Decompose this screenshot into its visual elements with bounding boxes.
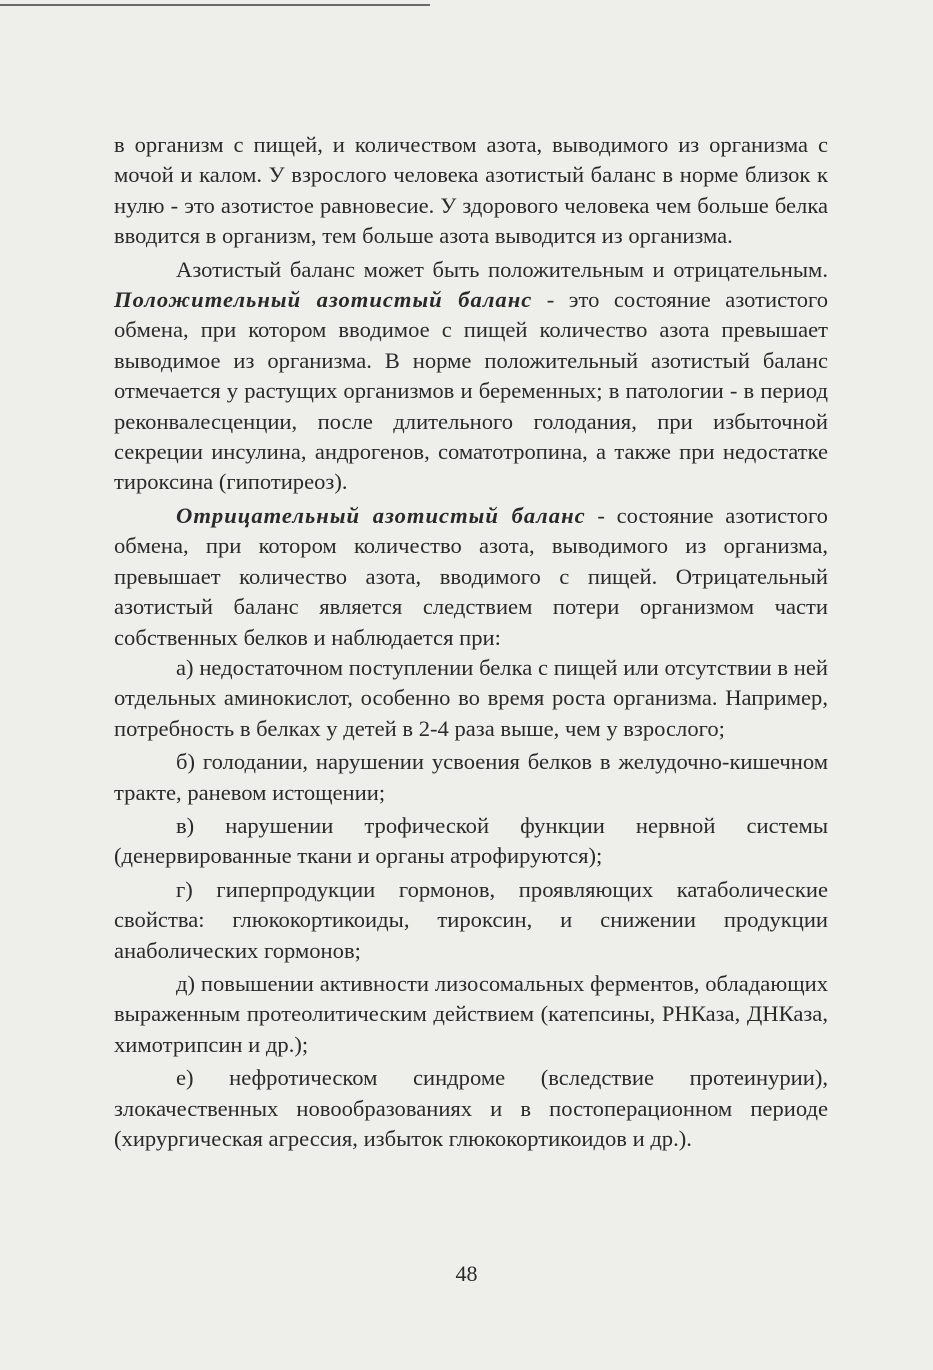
- page-number: 48: [455, 1261, 478, 1286]
- paragraph-positive-balance-lead: Азотистый баланс может быть положительным и отрицательным.: [176, 256, 828, 282]
- paragraph-positive-balance-text: - это состояние азотистого обмена, при котором вводимое с пищей количество азота превышает выводимое из организма. В норме положительный азотистый баланс отмечается у растущих организмов и беременных; в патологии - в период реконвалесценции, после длительного голодания, при избыточной секреции инсулина, андрогенов, соматотропина, а также при недостатке тироксина (гипотиреоз).: [114, 287, 828, 495]
- list-item-f: е) нефротическом синдроме (вследствие протеинурии), злокачественных новообразованиях и в постоперационном периоде (хирургическая агрессия, избыток глюкокортикоидов и др.).: [114, 1065, 828, 1151]
- paragraph-negative-balance: [114, 501, 828, 653]
- list-item-c: в) нарушении трофической функции нервной системы (денервированные ткани и органы атрофируются);: [114, 812, 828, 869]
- list-item-a: а) недостаточном поступлении белка с пищей или отсутствии в ней отдельных аминокислот, особенно во время роста организма. Например, потребность в белках у детей в 2-4 раза выше, чем у взрослого;: [114, 654, 828, 741]
- term-positive-nitrogen-balance: Положительный азотистый баланс: [114, 287, 533, 313]
- paragraph-negative-balance-text: - состояние азотистого обмена, при котором количество азота, выводимого из организма, превышает количество азота, вводимого с пищей. Отрицательный азотистый баланс является следствием потери организмом части собственных белков и наблюдается при:: [114, 502, 828, 650]
- list-item-d: г) гиперпродукции гормонов, проявляющих катаболические свойства: глюкокортикоиды, тироксин, и снижении продукции анаболических гормонов;: [114, 876, 828, 963]
- top-border-line: [0, 4, 430, 6]
- page-body: [114, 130, 828, 1154]
- list-item-e: д) повышении активности лизосомальных ферментов, обладающих выраженным протеолитическим действием (катепсины, РНКаза, ДНКаза, химотрипсин и др.);: [114, 970, 828, 1057]
- paragraph-positive-balance: [114, 255, 828, 498]
- list-item-b: б) голодании, нарушении усвоения белков в желудочно-кишечном тракте, раневом истощении;: [114, 749, 828, 805]
- paragraph-nitrogen-balance-intro: в организм с пищей, и количеством азота, выводимого из организма с мочой и калом. У взрослого человека азотистый баланс в норме близок к нулю - это азотистое равновесие. У здорового человека чем больше белка вводится в организм, тем больше азота выводится из организма.: [114, 132, 828, 249]
- term-negative-nitrogen-balance: Отрицательный азотистый баланс: [176, 502, 586, 528]
